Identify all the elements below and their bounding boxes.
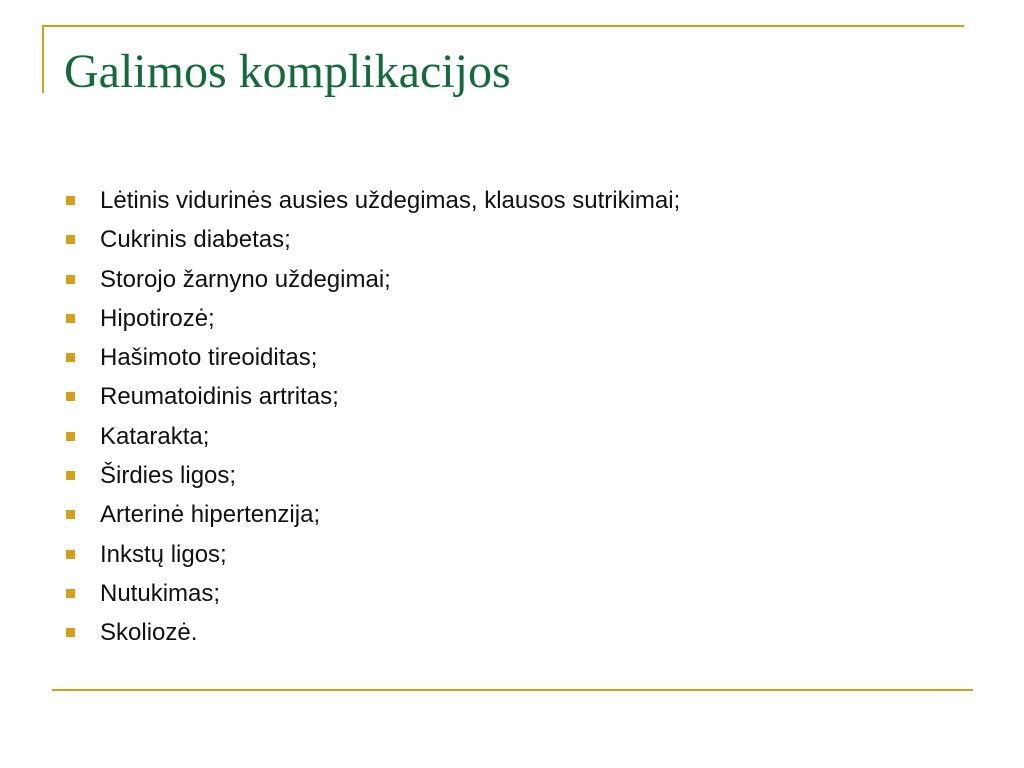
bullet-item [62, 417, 680, 456]
square-bullet-icon [66, 353, 75, 362]
bullet-item [62, 574, 680, 613]
bullet-text: Katarakta; [100, 422, 210, 450]
square-bullet-icon [66, 628, 75, 637]
frame-bottom-line [52, 689, 973, 691]
bullet-item [62, 299, 680, 338]
slide-title: Galimos komplikacijos [64, 45, 511, 98]
bullet-text: Hašimoto tireoiditas; [100, 344, 318, 372]
bullet-item [62, 456, 680, 495]
bullet-item [62, 613, 680, 652]
bullet-list [62, 181, 680, 653]
bullet-text: Arterinė hipertenzija; [100, 501, 321, 529]
square-bullet-icon [66, 275, 75, 284]
square-bullet-icon [66, 392, 75, 401]
bullet-text: Cukrinis diabetas; [100, 226, 291, 254]
frame-left-line [42, 25, 44, 93]
square-bullet-icon [66, 196, 75, 205]
square-bullet-icon [66, 550, 75, 559]
square-bullet-icon [66, 314, 75, 323]
square-bullet-icon [66, 510, 75, 519]
square-bullet-icon [66, 235, 75, 244]
bullet-text: Storojo žarnyno uždegimai; [100, 265, 391, 293]
square-bullet-icon [66, 589, 75, 598]
bullet-item [62, 338, 680, 377]
bullet-item [62, 495, 680, 534]
bullet-text: Skoliozė. [100, 619, 198, 647]
bullet-text: Hipotirozė; [100, 304, 215, 332]
bullet-text: Širdies ligos; [100, 462, 237, 490]
bullet-text: Lėtinis vidurinės ausies uždegimas, klausos sutrikimai; [100, 187, 681, 214]
bullet-item [62, 535, 680, 574]
bullet-item [62, 260, 680, 299]
square-bullet-icon [66, 432, 75, 441]
bullet-text: Inkstų ligos; [100, 540, 227, 568]
bullet-item [62, 377, 680, 416]
bullet-text: Reumatoidinis artritas; [100, 383, 339, 411]
bullet-item [62, 220, 680, 259]
square-bullet-icon [66, 471, 75, 480]
frame-top-line [42, 25, 964, 27]
bullet-item [62, 181, 680, 220]
bullet-text: Nutukimas; [100, 579, 221, 607]
